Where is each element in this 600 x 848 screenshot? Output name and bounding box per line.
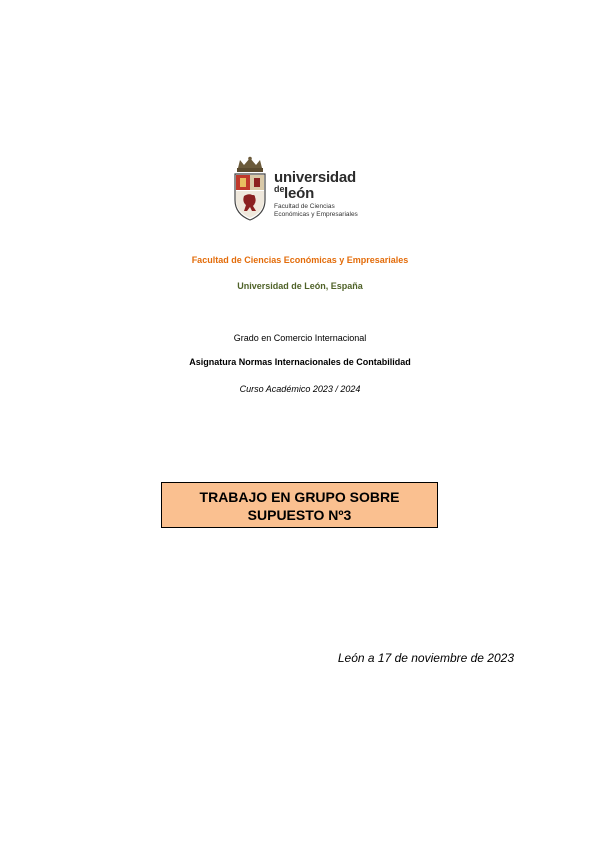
university-coat-of-arms-icon [232,156,268,222]
university-name: Universidad de León, España [237,281,363,291]
academic-year: Curso Académico 2023 / 2024 [239,384,361,394]
logo-wordmark [274,170,384,219]
degree-name: Grado en Comercio Internacional [233,333,367,343]
logo-subtitle-line2: Económicas y Empresariales [274,211,358,218]
subject-name: Asignatura Normas Internacionales de Contabilidad [189,357,411,367]
university-logo [232,156,382,226]
logo-word-universidad: universidad [274,169,356,186]
logo-word-de: de [274,184,285,194]
faculty-name: Facultad de Ciencias Económicas y Empresariales [191,255,409,265]
logo-subtitle-line1: Facultad de Ciencias [274,203,335,210]
document-title-line2: SUPUESTO Nº3 [247,507,352,523]
document-date: León a 17 de noviembre de 2023 [337,651,514,665]
logo-word-leon: león [284,185,315,202]
document-title-box [161,482,438,528]
logo-word-de-leon [274,185,384,201]
document-title-line1: TRABAJO EN GRUPO SOBRE [199,489,400,505]
